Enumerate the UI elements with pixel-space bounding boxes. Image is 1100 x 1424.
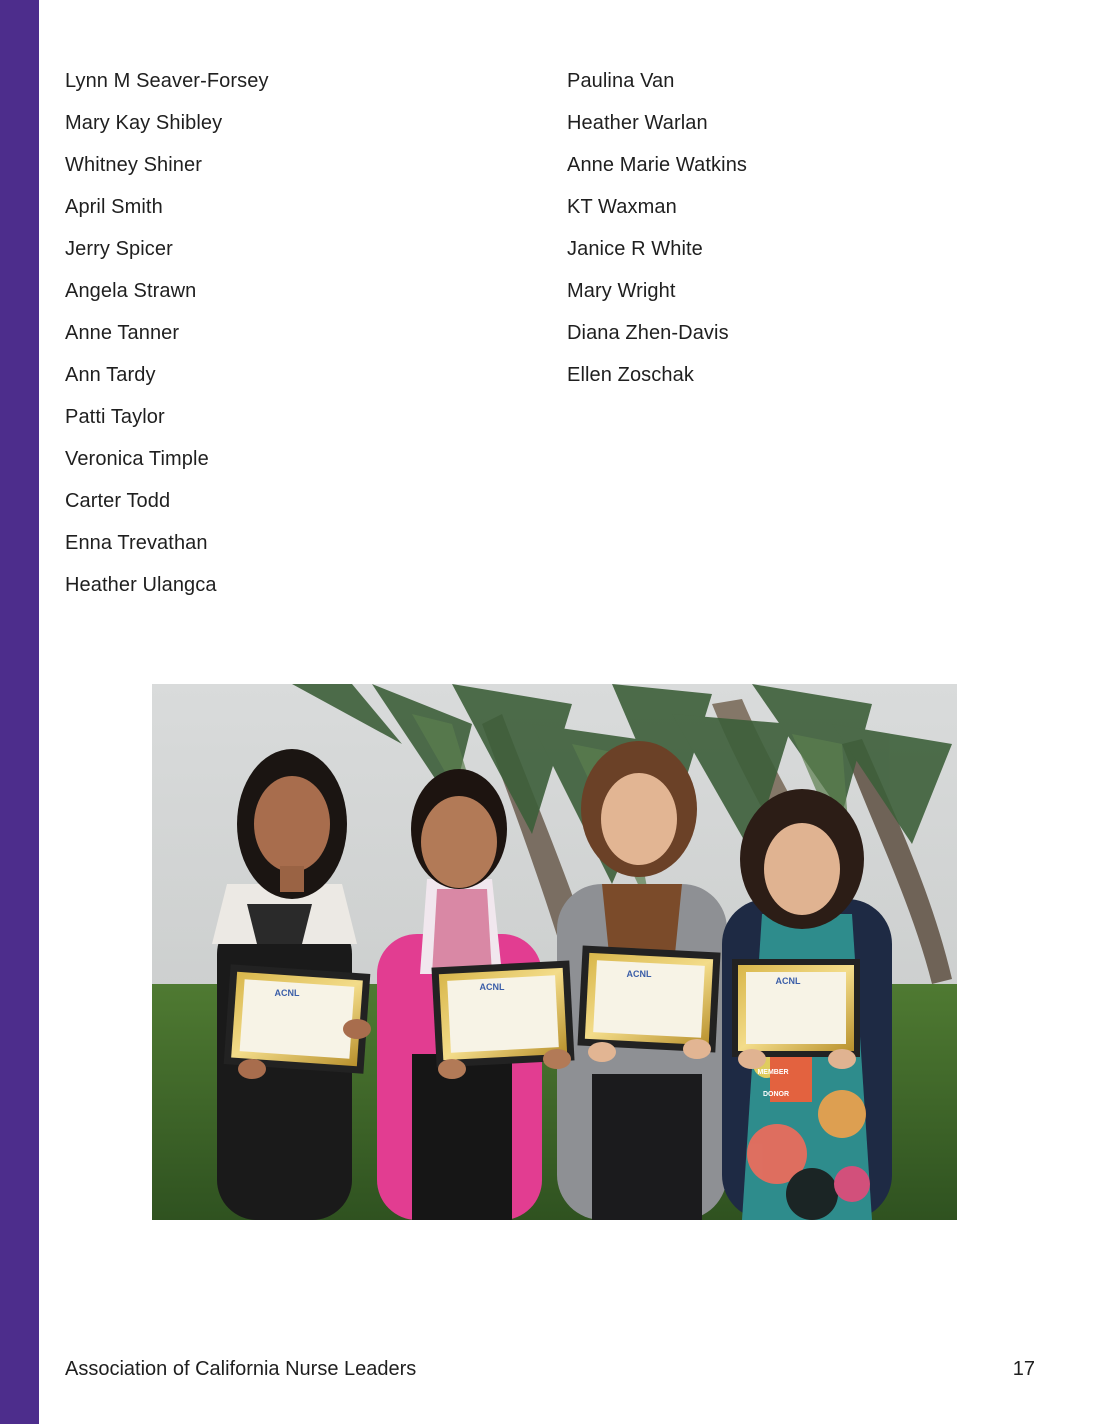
footer-organization: Association of California Nurse Leaders bbox=[65, 1358, 417, 1380]
list-item: Anne Marie Watkins bbox=[567, 154, 748, 176]
list-item: KT Waxman bbox=[567, 196, 677, 218]
list-item: Jerry Spicer bbox=[65, 238, 173, 260]
list-item: Janice R White bbox=[567, 238, 703, 260]
certificate-logo: ACNL bbox=[479, 982, 505, 992]
names-list-right bbox=[567, 60, 747, 396]
list-item: Mary Wright bbox=[567, 280, 676, 302]
accent-side-bar bbox=[0, 0, 39, 1424]
list-item: Patti Taylor bbox=[65, 406, 165, 428]
list-item: Anne Tanner bbox=[65, 322, 180, 344]
list-item: Heather Warlan bbox=[567, 112, 708, 134]
certificate-logo: ACNL bbox=[274, 988, 300, 998]
certificate-logo: ACNL bbox=[775, 976, 801, 986]
page-number: 17 bbox=[1012, 1358, 1035, 1380]
list-item: Ellen Zoschak bbox=[567, 364, 694, 386]
list-item: Lynn M Seaver-Forsey bbox=[65, 70, 269, 92]
certificate-logo: ACNL bbox=[626, 969, 652, 979]
list-item: Carter Todd bbox=[65, 490, 171, 512]
list-item: Enna Trevathan bbox=[65, 532, 208, 554]
list-item: Heather Ulangca bbox=[65, 574, 217, 596]
badge-donor-label: DONOR bbox=[762, 1091, 790, 1098]
names-list-left bbox=[65, 60, 269, 606]
badge-member-label: MEMBER bbox=[757, 1069, 789, 1076]
list-item: Paulina Van bbox=[567, 70, 675, 92]
award-recipients-photo bbox=[152, 684, 957, 1220]
list-item: Veronica Timple bbox=[65, 448, 209, 470]
list-item: Diana Zhen-Davis bbox=[567, 322, 729, 344]
list-item: Mary Kay Shibley bbox=[65, 112, 223, 134]
list-item: Ann Tardy bbox=[65, 364, 156, 386]
photo-illustration bbox=[152, 684, 957, 1220]
list-item: Whitney Shiner bbox=[65, 154, 203, 176]
list-item: April Smith bbox=[65, 196, 163, 218]
list-item: Angela Strawn bbox=[65, 280, 197, 302]
